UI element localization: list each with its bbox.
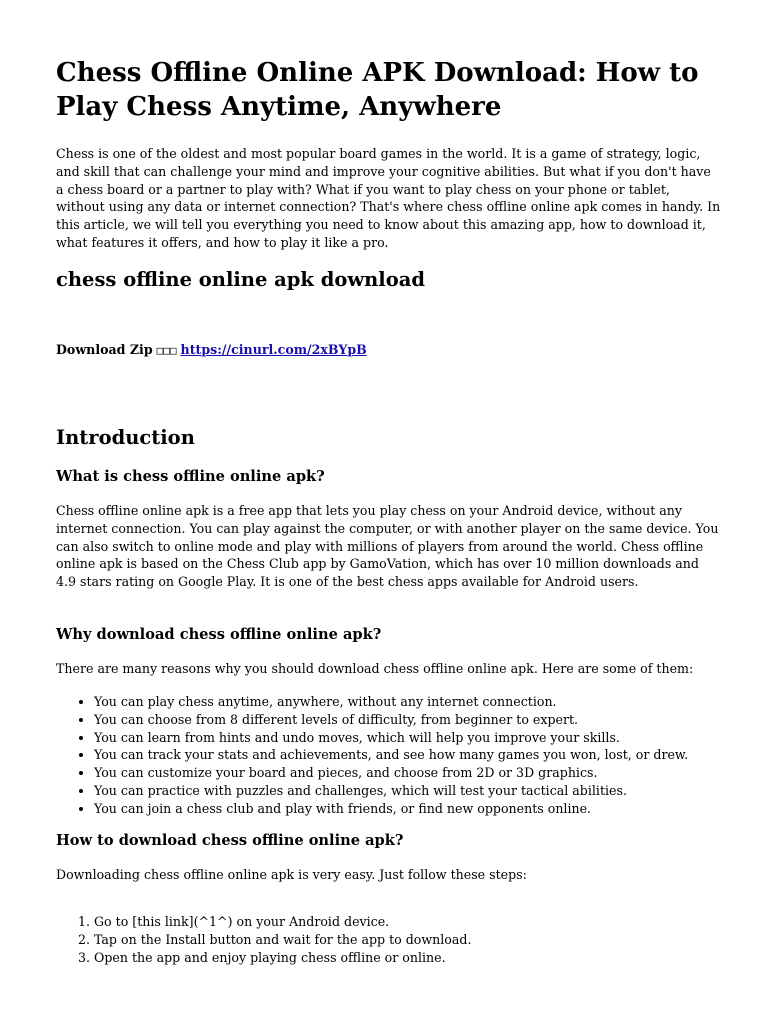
why-heading: Why download chess offline online apk? — [56, 626, 382, 643]
list-item: • You can practice with puzzles and challenges, which will test your tactical abilities. — [94, 782, 722, 800]
introduction-heading: Introduction — [56, 426, 195, 449]
what-is-heading: What is chess offline online apk? — [56, 468, 325, 485]
placeholder-glyphs: □□□ — [156, 344, 177, 357]
why-paragraph: There are many reasons why you should download chess offline online apk. Here are some of them: — [56, 661, 694, 676]
page-title: Chess Offline Online APK Download: How to Play Chess Anytime, Anywhere — [56, 58, 699, 122]
download-link[interactable]: https://cinurl.com/2xBYpB — [180, 342, 367, 357]
list-item: 1. Go to [this link](^1^) on your Android device. — [94, 913, 722, 931]
download-line — [56, 341, 367, 360]
how-paragraph: Downloading chess offline online apk is very easy. Just follow these steps: — [56, 867, 527, 882]
list-item: 3. Open the app and enjoy playing chess offline or online. — [94, 949, 722, 967]
list-item: 2. Tap on the Install button and wait for the app to download. — [94, 931, 722, 949]
list-item: • You can track your stats and achievements, and see how many games you won, lost, or drew. — [94, 746, 722, 764]
list-item: • You can join a chess club and play with friends, or find new opponents online. — [94, 800, 722, 818]
download-label: Download Zip — [56, 342, 153, 357]
steps-list — [56, 913, 722, 966]
list-item: • You can choose from 8 different levels of difficulty, from beginner to expert. — [94, 711, 722, 729]
what-is-paragraph: Chess offline online apk is a free app that lets you play chess on your Android device, without any internet connection. You can play against the computer, or with another player on the same device. You can also switch to online mode and play with millions of players from around the world. Chess offline online apk is based on the Chess Club app by GamoVation, which has over 10 million downloads and 4.9 stars rating on Google Play. It is one of the best chess apps available for Android users. — [56, 503, 719, 590]
list-item: • You can learn from hints and undo moves, which will help you improve your skills. — [94, 729, 722, 747]
how-heading: How to download chess offline online apk? — [56, 832, 404, 849]
reasons-list — [56, 693, 722, 818]
keyword-heading: chess offline online apk download — [56, 268, 425, 291]
intro-paragraph: Chess is one of the oldest and most popular board games in the world. It is a game of strategy, logic, and skill that can challenge your mind and improve your cognitive abilities. But what if you don't have a chess board or a partner to play with? What if you want to play chess on your phone or tablet, without using any data or internet connection? That's where chess offline online apk comes in handy. In this article, we will tell you everything you need to know about this amazing app, how to download it, what features it offers, and how to play it like a pro. — [56, 146, 721, 250]
list-item: • You can play chess anytime, anywhere, without any internet connection. — [94, 693, 722, 711]
list-item: • You can customize your board and pieces, and choose from 2D or 3D graphics. — [94, 764, 722, 782]
